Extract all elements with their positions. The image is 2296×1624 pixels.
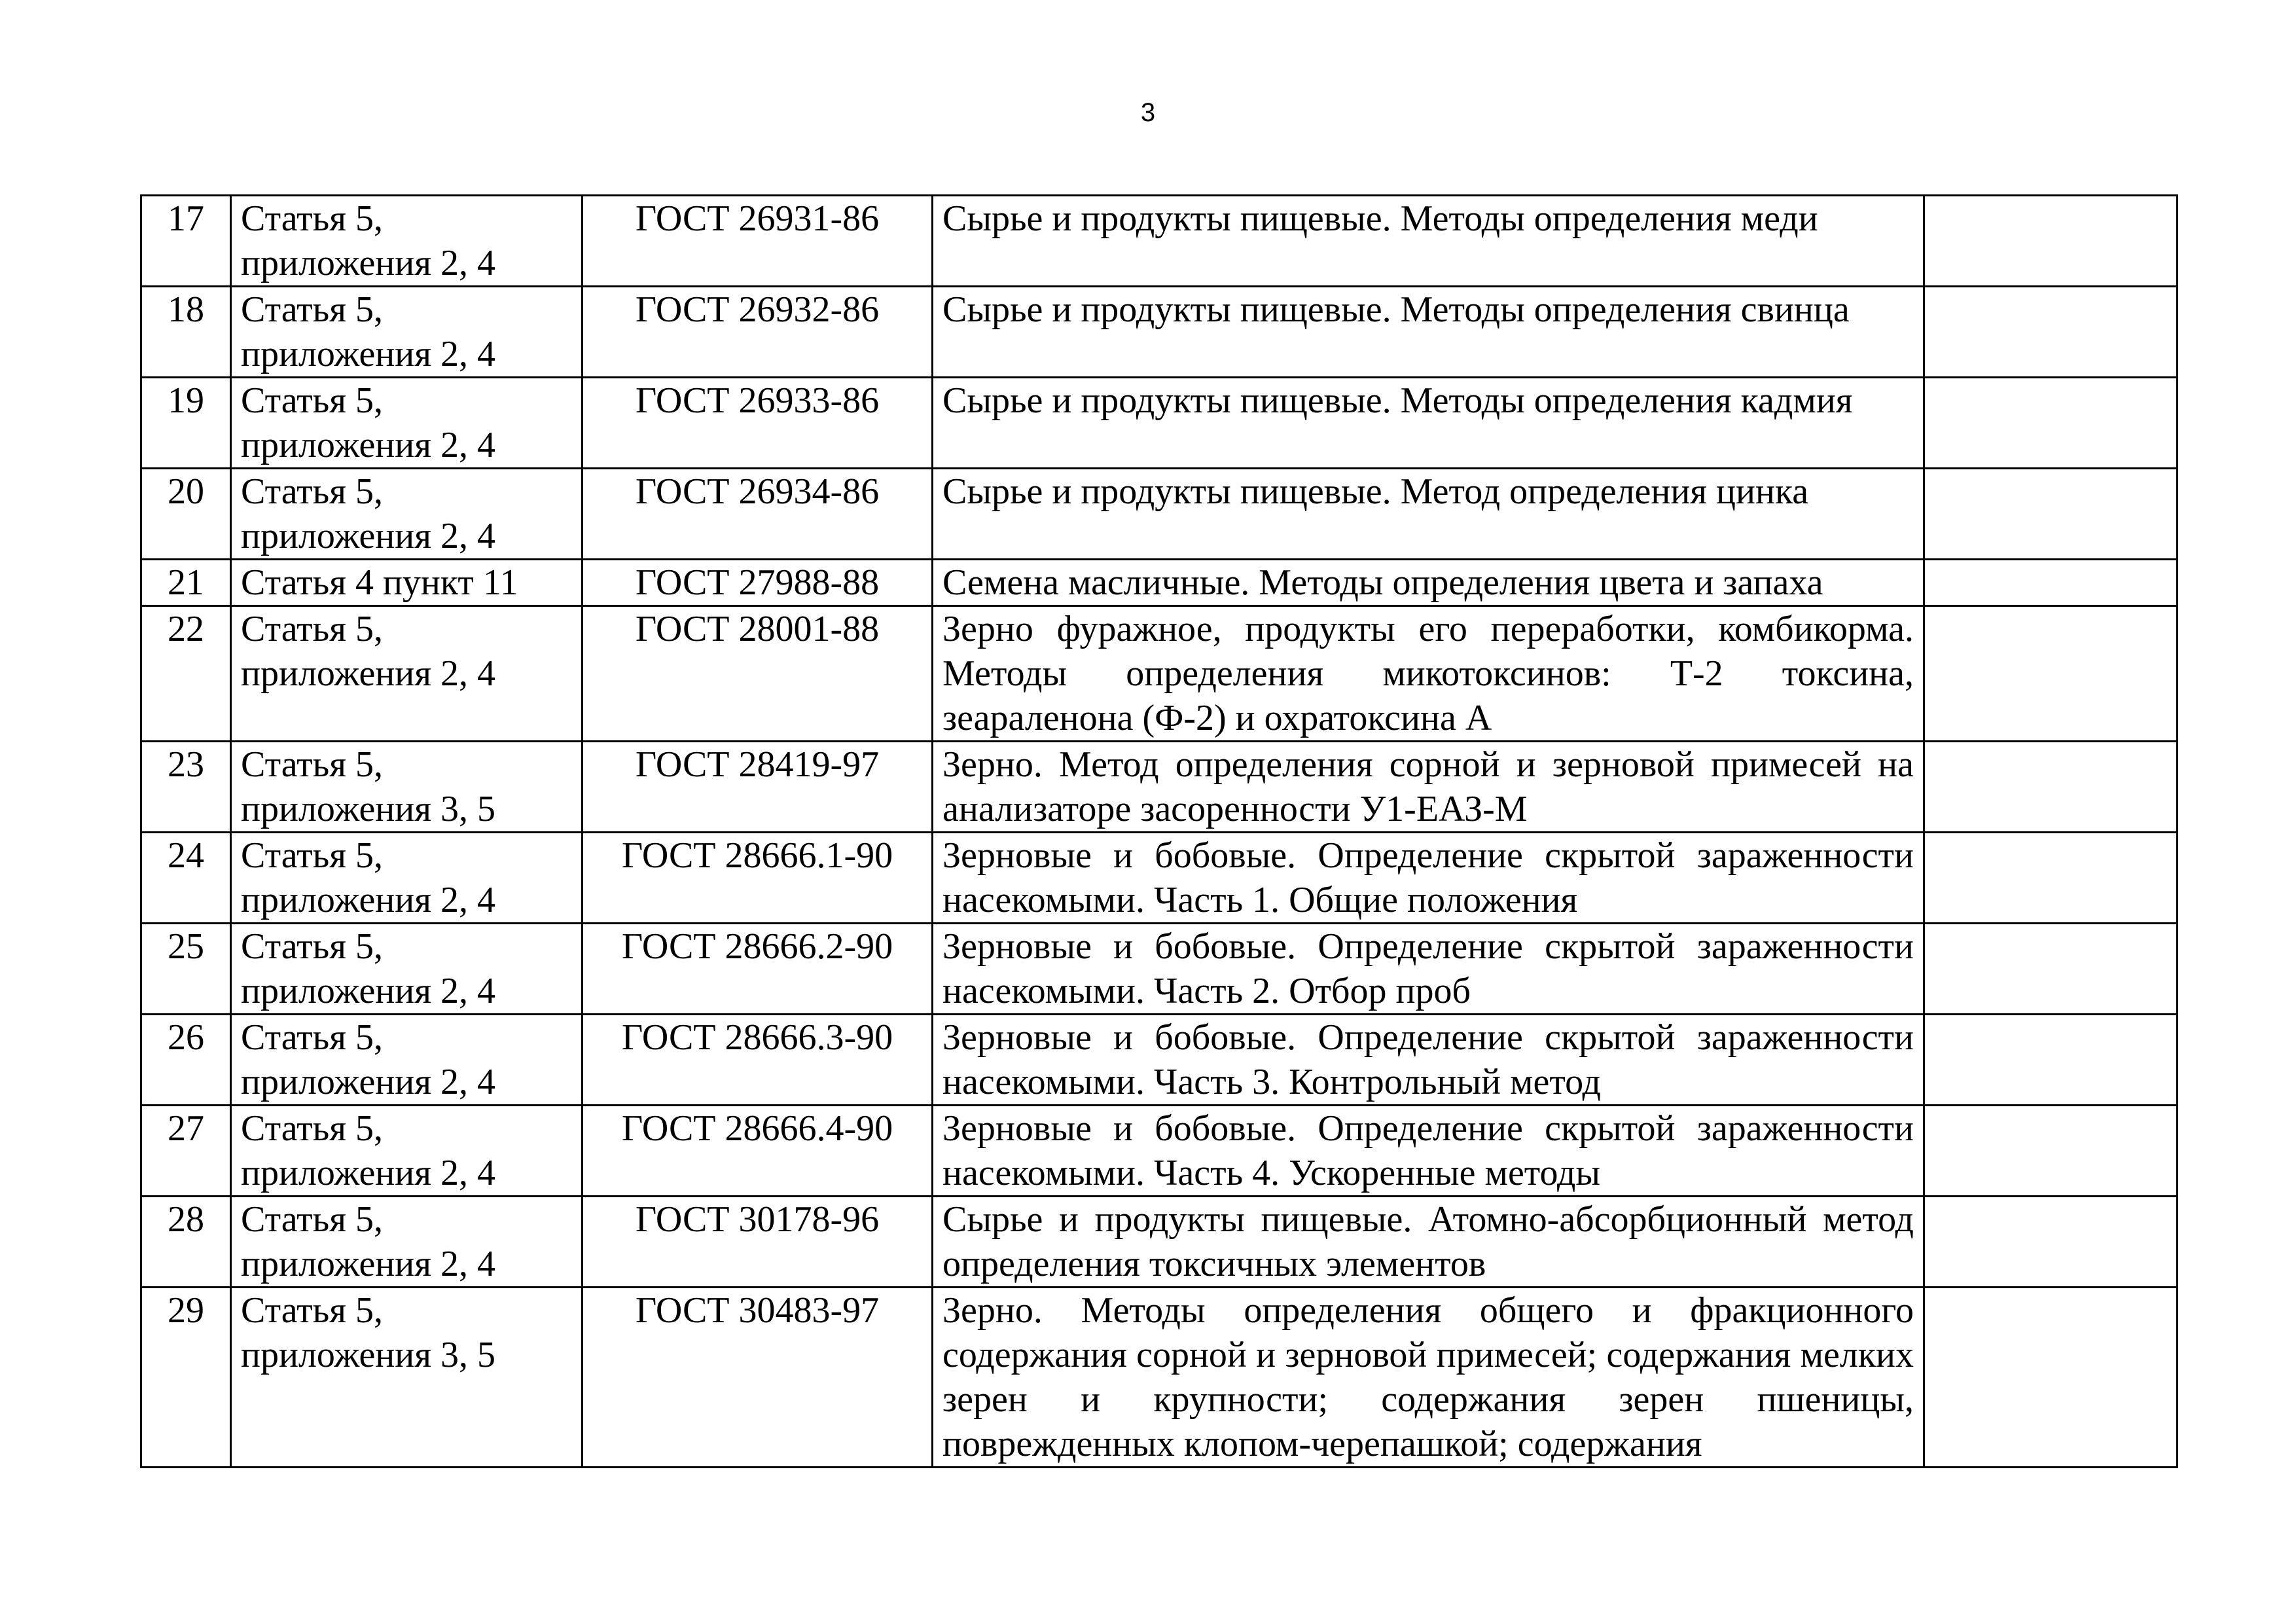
gost-code: ГОСТ 28666.1-90 <box>583 833 933 924</box>
gost-code: ГОСТ 28419-97 <box>583 742 933 833</box>
regulation-reference <box>231 560 583 606</box>
regulation-reference-line: приложения 2, 4 <box>241 1244 495 1284</box>
row-number: 20 <box>141 469 231 560</box>
table-row <box>141 378 2178 469</box>
regulation-reference <box>231 833 583 924</box>
empty-cell <box>1924 833 2178 924</box>
table-row <box>141 287 2178 378</box>
regulation-reference-line: Статья 5, <box>241 380 383 421</box>
standard-title: Зерновые и бобовые. Определение скрытой зараженности насекомыми. Часть 2. Отбор проб <box>933 924 1924 1015</box>
table-row <box>141 196 2178 287</box>
row-number: 28 <box>141 1197 231 1288</box>
regulation-reference-line: приложения 2, 4 <box>241 425 495 465</box>
gost-code: ГОСТ 28666.2-90 <box>583 924 933 1015</box>
regulation-reference <box>231 469 583 560</box>
standards-table <box>140 194 2178 1468</box>
standard-title: Сырье и продукты пищевые. Методы определения свинца <box>933 287 1924 378</box>
gost-code: ГОСТ 27988-88 <box>583 560 933 606</box>
standard-title: Сырье и продукты пищевые. Методы определения кадмия <box>933 378 1924 469</box>
regulation-reference-line: Статья 5, <box>241 1199 383 1240</box>
regulation-reference-line: Статья 5, <box>241 289 383 330</box>
regulation-reference-line: приложения 3, 5 <box>241 1335 495 1375</box>
table-row <box>141 1288 2178 1468</box>
regulation-reference <box>231 378 583 469</box>
row-number: 17 <box>141 196 231 287</box>
empty-cell <box>1924 196 2178 287</box>
row-number: 26 <box>141 1015 231 1106</box>
regulation-reference-line: приложения 2, 4 <box>241 1153 495 1193</box>
standard-title: Зерновые и бобовые. Определение скрытой зараженности насекомыми. Часть 4. Ускоренные методы <box>933 1106 1924 1197</box>
table-row <box>141 1197 2178 1288</box>
regulation-reference-line: Статья 5, <box>241 835 383 876</box>
page-number: 3 <box>1140 98 1156 127</box>
gost-code: ГОСТ 26932-86 <box>583 287 933 378</box>
empty-cell <box>1924 1015 2178 1106</box>
regulation-reference <box>231 1015 583 1106</box>
table-row <box>141 742 2178 833</box>
regulation-reference <box>231 742 583 833</box>
gost-code: ГОСТ 26933-86 <box>583 378 933 469</box>
row-number: 27 <box>141 1106 231 1197</box>
table-row <box>141 560 2178 606</box>
table-row <box>141 1106 2178 1197</box>
empty-cell <box>1924 378 2178 469</box>
gost-code: ГОСТ 26934-86 <box>583 469 933 560</box>
regulation-reference <box>231 1288 583 1468</box>
regulation-reference-line: Статья 5, <box>241 1108 383 1149</box>
table-row <box>141 1015 2178 1106</box>
regulation-reference <box>231 924 583 1015</box>
empty-cell <box>1924 560 2178 606</box>
regulation-reference <box>231 196 583 287</box>
table-row <box>141 924 2178 1015</box>
standard-title: Зерно. Методы определения общего и фракционного содержания сорной и зерновой примесей; содержания мелких зерен и крупности; содержания зерен пшеницы, поврежденных клопом-черепашкой; содержания <box>933 1288 1924 1468</box>
gost-code: ГОСТ 30483-97 <box>583 1288 933 1468</box>
regulation-reference-line: приложения 2, 4 <box>241 334 495 374</box>
empty-cell <box>1924 1288 2178 1468</box>
regulation-reference-line: Статья 5, <box>241 609 383 649</box>
regulation-reference-line: приложения 2, 4 <box>241 653 495 694</box>
regulation-reference <box>231 1197 583 1288</box>
empty-cell <box>1924 469 2178 560</box>
standards-table-body <box>141 196 2178 1468</box>
standard-title: Сырье и продукты пищевые. Методы определения меди <box>933 196 1924 287</box>
standard-title: Сырье и продукты пищевые. Метод определения цинка <box>933 469 1924 560</box>
regulation-reference-line: Статья 5, <box>241 926 383 967</box>
empty-cell <box>1924 1106 2178 1197</box>
standard-title: Зерновые и бобовые. Определение скрытой зараженности насекомыми. Часть 3. Контрольный метод <box>933 1015 1924 1106</box>
empty-cell <box>1924 287 2178 378</box>
regulation-reference-line: приложения 3, 5 <box>241 789 495 829</box>
regulation-reference-line: приложения 2, 4 <box>241 880 495 920</box>
row-number: 21 <box>141 560 231 606</box>
regulation-reference-line: приложения 2, 4 <box>241 1062 495 1102</box>
table-row <box>141 606 2178 742</box>
row-number: 25 <box>141 924 231 1015</box>
regulation-reference-line: Статья 4 пункт 11 <box>241 562 518 603</box>
gost-code: ГОСТ 28666.3-90 <box>583 1015 933 1106</box>
table-row <box>141 469 2178 560</box>
standard-title: Семена масличные. Методы определения цвета и запаха <box>933 560 1924 606</box>
regulation-reference-line: Статья 5, <box>241 1290 383 1331</box>
empty-cell <box>1924 1197 2178 1288</box>
regulation-reference-line: приложения 2, 4 <box>241 243 495 283</box>
regulation-reference-line: Статья 5, <box>241 744 383 785</box>
standard-title: Сырье и продукты пищевые. Атомно-абсорбционный метод определения токсичных элементов <box>933 1197 1924 1288</box>
regulation-reference-line: приложения 2, 4 <box>241 971 495 1011</box>
empty-cell <box>1924 606 2178 742</box>
gost-code: ГОСТ 28666.4-90 <box>583 1106 933 1197</box>
row-number: 29 <box>141 1288 231 1468</box>
row-number: 22 <box>141 606 231 742</box>
row-number: 18 <box>141 287 231 378</box>
row-number: 24 <box>141 833 231 924</box>
table-row <box>141 833 2178 924</box>
gost-code: ГОСТ 26931-86 <box>583 196 933 287</box>
standard-title: Зерно фуражное, продукты его переработки, комбикорма. Методы определения микотоксинов: Т-2 токсина, зеараленона (Ф-2) и охратоксина А <box>933 606 1924 742</box>
empty-cell <box>1924 742 2178 833</box>
regulation-reference-line: Статья 5, <box>241 1017 383 1058</box>
regulation-reference-line: Статья 5, <box>241 198 383 239</box>
regulation-reference-line: приложения 2, 4 <box>241 516 495 556</box>
gost-code: ГОСТ 30178-96 <box>583 1197 933 1288</box>
regulation-reference <box>231 287 583 378</box>
gost-code: ГОСТ 28001-88 <box>583 606 933 742</box>
regulation-reference <box>231 1106 583 1197</box>
regulation-reference-line: Статья 5, <box>241 471 383 512</box>
standard-title: Зерновые и бобовые. Определение скрытой зараженности насекомыми. Часть 1. Общие положения <box>933 833 1924 924</box>
standard-title: Зерно. Метод определения сорной и зерновой примесей на анализаторе засоренности У1-ЕАЗ-М <box>933 742 1924 833</box>
row-number: 23 <box>141 742 231 833</box>
row-number: 19 <box>141 378 231 469</box>
regulation-reference <box>231 606 583 742</box>
empty-cell <box>1924 924 2178 1015</box>
